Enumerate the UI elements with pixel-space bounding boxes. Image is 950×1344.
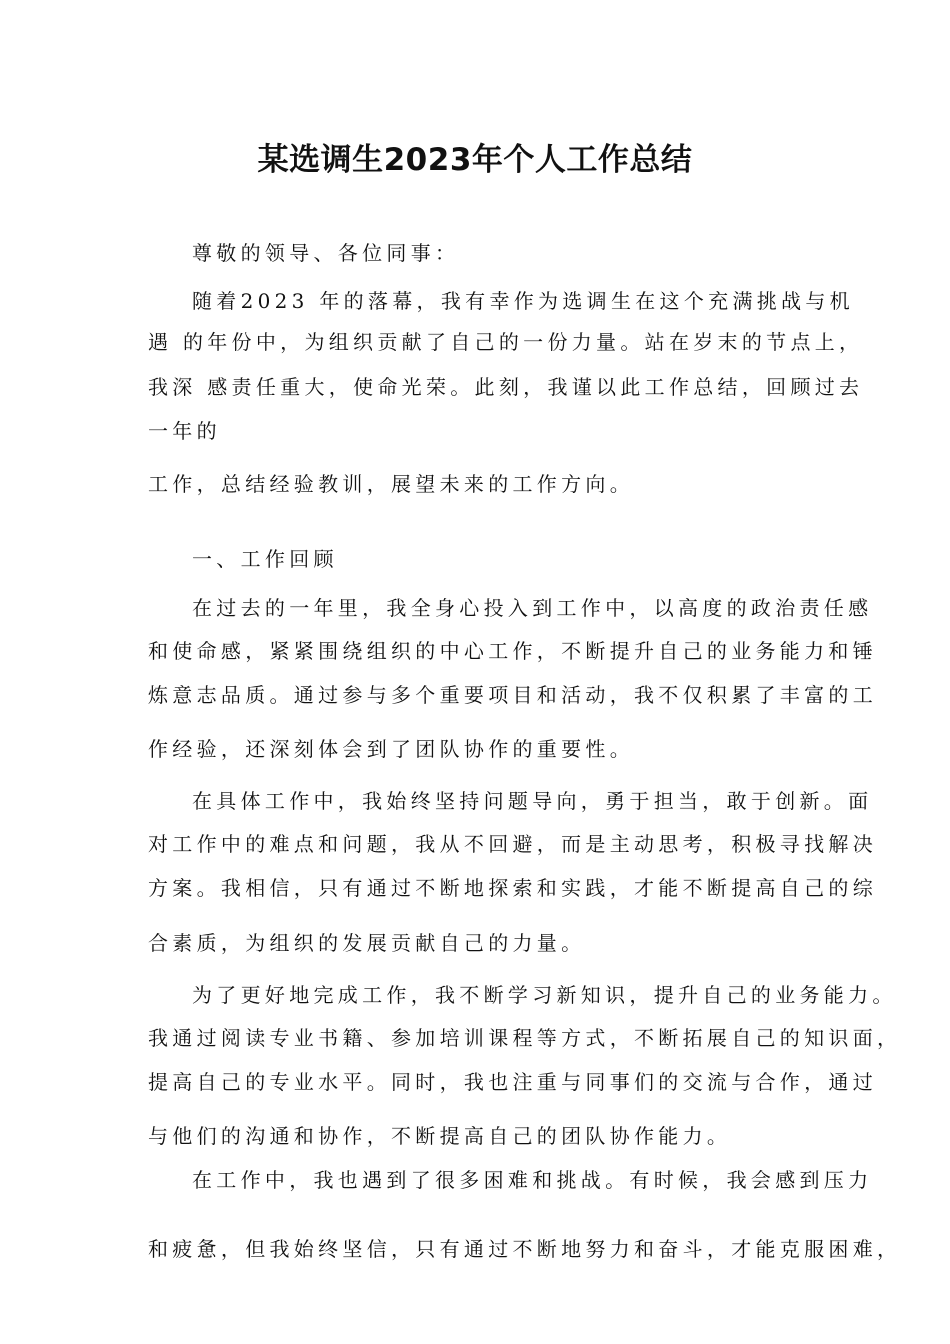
paragraph-line: 为了更好地完成工作，我不断学习新知识，提升自己的业务能力。 xyxy=(192,983,897,1007)
intro-line: 随着2023 年的落幕，我有幸作为选调生在这个充满挑战与机 xyxy=(192,289,854,313)
paragraph-line: 在过去的一年里，我全身心投入到工作中，以高度的政治责任感 xyxy=(192,596,873,620)
section-heading: 一、工作回顾 xyxy=(192,547,338,571)
intro-line: 一年的 xyxy=(148,419,221,443)
paragraph-line: 我通过阅读专业书籍、参加培训课程等方式，不断拓展自己的知识面， xyxy=(148,1026,902,1050)
paragraph-line: 与他们的沟通和协作，不断提高自己的团队协作能力。 xyxy=(148,1124,732,1148)
paragraph-line: 炼意志品质。通过参与多个重要项目和活动，我不仅积累了丰富的工 xyxy=(148,683,877,707)
paragraph-line: 和疲惫，但我始终坚信，只有通过不断地努力和奋斗，才能克服困难， xyxy=(148,1237,902,1261)
paragraph-line: 提高自己的专业水平。同时，我也注重与同事们的交流与合作，通过 xyxy=(148,1070,877,1094)
paragraph-line: 和使命感，紧紧围绕组织的中心工作，不断提升自己的业务能力和锤 xyxy=(148,639,877,663)
paragraph-line: 方案。我相信，只有通过不断地探索和实践，才能不断提高自己的综 xyxy=(148,876,877,900)
document-title: 某选调生2023年个人工作总结 xyxy=(257,142,693,178)
intro-line: 工作，总结经验教训，展望未来的工作方向。 xyxy=(148,472,634,496)
intro-line: 遇 的年份中，为组织贡献了自己的一份力量。站在岁末的节点上， xyxy=(148,330,864,354)
paragraph-line: 合素质，为组织的发展贡献自己的力量。 xyxy=(148,931,586,955)
paragraph-line: 对工作中的难点和问题，我从不回避，而是主动思考，积极寻找解决 xyxy=(148,832,877,856)
greeting: 尊敬的领导、各位同事： xyxy=(192,241,460,265)
paragraph-line: 在具体工作中，我始终坚持问题导向，勇于担当，敢于创新。面 xyxy=(192,789,873,813)
paragraph-line: 作经验，还深刻体会到了团队协作的重要性。 xyxy=(148,737,634,761)
intro-line: 我深 感责任重大，使命光荣。此刻，我谨以此工作总结，回顾过去 xyxy=(148,375,864,399)
paragraph-line: 在工作中，我也遇到了很多困难和挑战。有时候，我会感到压力 xyxy=(192,1168,873,1192)
